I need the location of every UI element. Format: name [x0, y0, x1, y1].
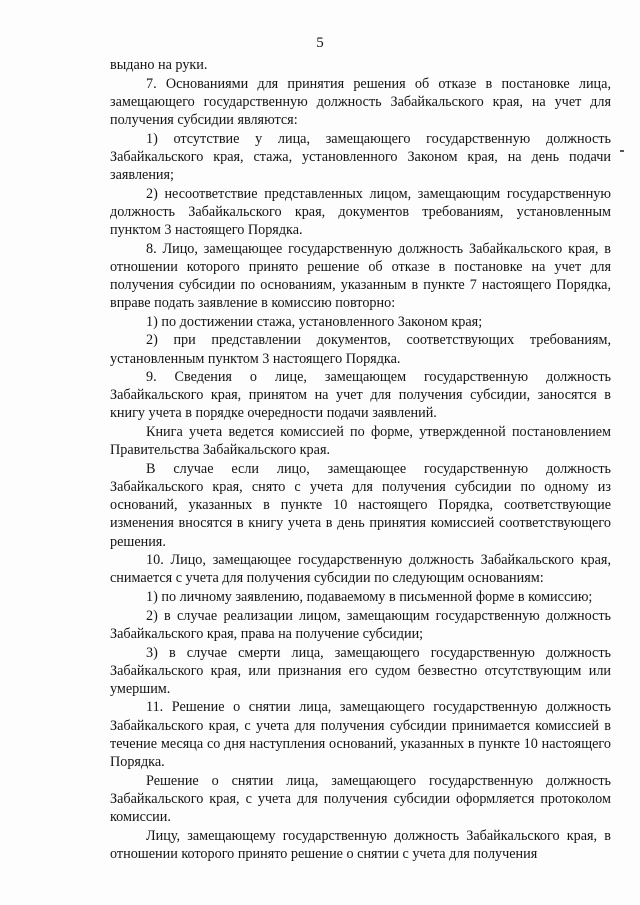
paragraph-clause-7: 7. Основаниями для принятия решения об отказе в постановке лица, замещающего государственную должность Забайкальского края, на учет для получения субсидии являются:	[110, 75, 611, 128]
paragraph-clause-7-item-1: 1) отсутствие у лица, замещающего государственную должность Забайкальского края, стажа, установленного Законом края, на день подачи заявления;	[110, 130, 611, 183]
paragraph-clause-10: 10. Лицо, замещающее государственную должность Забайкальского края, снимается с учета для получения субсидии по следующим основаниям:	[110, 552, 611, 587]
paragraph-clause-11-person: Лицу, замещающему государственную должность Забайкальского края, в отношении которого принято решение о снятии с учета для получения	[110, 827, 611, 862]
paragraph-clause-11: 11. Решение о снятии лица, замещающего государственную должность Забайкальского края, с учета для получения субсидии принимается комиссией в течение месяца со дня наступления оснований, указанных в пункте 10 настоящего Порядка.	[110, 699, 611, 770]
paragraph-clause-8-item-1: 1) по достижении стажа, установленного Законом края;	[146, 313, 483, 330]
document-body	[110, 56, 611, 863]
paragraph-clause-8-item-2: 2) при представлении документов, соответствующих требованиям, установленным пунктом 3 настоящего Порядка.	[110, 332, 611, 367]
paragraph-continuation: выдано на руки.	[110, 57, 208, 73]
scan-artifact-mark	[620, 150, 624, 152]
paragraph-clause-7-item-2: 2) несоответствие представленных лицом, замещающим государственную должность Забайкальского края, документов требованиям, установленным пунктом 3 настоящего Порядка.	[110, 185, 611, 238]
paragraph-clause-8: 8. Лицо, замещающее государственную должность Забайкальского края, в отношении которого принято решение об отказе в постановке на учет для получения субсидии по основаниям, указанным в пункте 7 настоящего Порядка, вправе подать заявление в комиссию повторно:	[110, 240, 611, 312]
paragraph-clause-9: 9. Сведения о лице, замещающем государственную должность Забайкальского края, принятом на учет для получения субсидии, заносятся в книгу учета в порядке очередности подачи заявлений.	[110, 369, 611, 422]
paragraph-clause-10-item-2: 2) в случае реализации лицом, замещающим государственную должность Забайкальского края, права на получение субсидии;	[110, 607, 611, 642]
page-number: 5	[316, 35, 324, 51]
paragraph-clause-9-book: Книга учета ведется комиссией по форме, утвержденной постановлением Правительства Забайкальского края.	[110, 424, 611, 459]
paragraph-clause-10-item-3: 3) в случае смерти лица, замещающего государственную должность Забайкальского края, или признания его судом безвестно отсутствующим или умершим.	[110, 644, 611, 697]
paragraph-clause-9-changes: В случае если лицо, замещающее государственную должность Забайкальского края, снято с учета для получения субсидии по одному из оснований, указанных в пункте 10 настоящего Порядка, соответствующие изменения вносятся в книгу учета в день принятия комиссией соответствующего решения.	[110, 460, 611, 550]
paragraph-clause-10-item-1: 1) по личному заявлению, подаваемому в письменной форме в комиссию;	[146, 589, 593, 606]
paragraph-clause-11-protocol: Решение о снятии лица, замещающего государственную должность Забайкальского края, с учета для получения субсидии оформляется протоколом комиссии.	[110, 772, 611, 825]
